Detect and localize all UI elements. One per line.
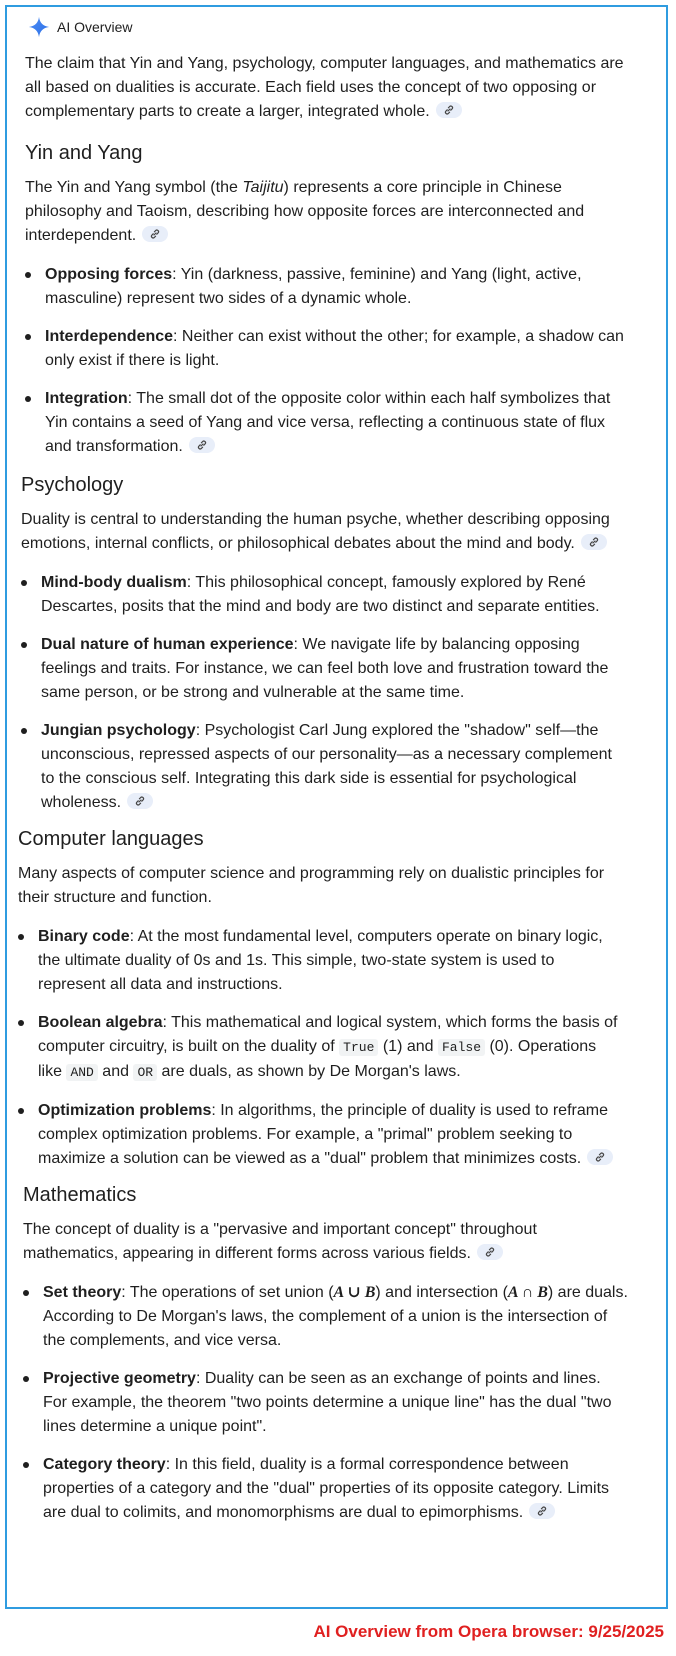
list-item: Interdependence: Neither can exist without the other; for example, a shadow can only exist if there is light. <box>25 325 630 373</box>
link-icon <box>484 1246 496 1258</box>
link-icon <box>134 795 146 807</box>
psych-intro: Duality is central to understanding the human psyche, whether describing opposing emotions, internal conflicts, or philosophical debates about the mind and body. <box>21 511 610 552</box>
list-item: Integration: The small dot of the opposite color within each half symbolizes that Yin contains a seed of Yang and vice versa, reflecting a continuous state of flux and transformation. <box>25 387 630 459</box>
intro-paragraph: The claim that Yin and Yang, psychology, computer languages, and mathematics are all based on dualities is accurate. Each field uses the concept of two opposing or complementary parts to create a larger, integrated whole. <box>25 55 624 120</box>
heading-psychology: Psychology <box>21 474 124 496</box>
heading-yin-yang: Yin and Yang <box>25 142 143 164</box>
section-computer-languages <box>18 826 623 1171</box>
list-item: Category theory: In this field, duality is a formal correspondence between properties of a category and the "dual" properties of its opposite category. Limits are dual to colimits, and monomorphisms are dual to epimorphisms. <box>23 1453 628 1525</box>
source-link-button[interactable] <box>581 534 607 550</box>
list-item: Binary code: At the most fundamental level, computers operate on binary logic, the ultimate duality of 0s and 1s. This simple, two-state system is used to represent all data and instructions. <box>18 925 623 997</box>
intro-block <box>25 52 630 124</box>
comp-intro: Many aspects of computer science and programming rely on dualistic principles for their structure and function. <box>18 865 605 906</box>
list-item: Optimization problems: In algorithms, the principle of duality is used to reframe complex optimization problems. For example, a "primal" problem seeking to maximize a solution can be viewed as a "dual" problem that minimizes costs. <box>18 1099 623 1171</box>
heading-computer-languages: Computer languages <box>18 828 204 850</box>
list-item: Opposing forces: Yin (darkness, passive, feminine) and Yang (light, active, masculine) represent two sides of a dynamic whole. <box>25 263 630 311</box>
section-mathematics <box>23 1182 628 1525</box>
section-psychology <box>21 472 626 815</box>
heading-mathematics: Mathematics <box>23 1184 137 1206</box>
list-item: Projective geometry: Duality can be seen as an exchange of points and lines. For example, the theorem "two points determine a unique line" has the dual "two lines determine a unique point". <box>23 1367 628 1439</box>
ai-overview-header <box>28 16 132 38</box>
list-item: Dual nature of human experience: We navigate life by balancing opposing feelings and traits. For instance, we can feel both love and frustration toward the same person, or be strong and vulnerable at the same time. <box>21 633 626 705</box>
link-icon <box>536 1505 548 1517</box>
list-item: Mind-body dualism: This philosophical concept, famously explored by René Descartes, posits that the mind and body are two distinct and separate entities. <box>21 571 626 619</box>
source-link-button[interactable] <box>189 437 215 453</box>
yin-intro: The Yin and Yang symbol (the Taijitu) represents a core principle in Chinese philosophy and Taoism, describing how opposite forces are interconnected and interdependent. <box>25 179 585 244</box>
comp-list <box>18 925 623 1171</box>
link-icon <box>588 536 600 548</box>
section-yin-yang <box>25 140 630 459</box>
source-link-button[interactable] <box>529 1503 555 1519</box>
list-item: Boolean algebra: This mathematical and logical system, which forms the basis of computer circuitry, is built on the duality of True (1) and False (0). Operations like AND and OR are duals, as shown by De Morgan's laws. <box>18 1011 623 1085</box>
source-link-button[interactable] <box>142 226 168 242</box>
sparkle-icon <box>28 16 50 38</box>
source-link-button[interactable] <box>436 102 462 118</box>
source-link-button[interactable] <box>477 1244 503 1260</box>
link-icon <box>594 1151 606 1163</box>
math-list <box>23 1281 628 1525</box>
source-link-button[interactable] <box>127 793 153 809</box>
source-link-button[interactable] <box>587 1149 613 1165</box>
link-icon <box>443 104 455 116</box>
ai-overview-title: AI Overview <box>57 19 133 35</box>
link-icon <box>149 228 161 240</box>
list-item: Set theory: The operations of set union (A ∪ B) and intersection (A ∩ B) are duals. According to De Morgan's laws, the complement of a union is the intersection of the complements, and vice versa. <box>23 1281 628 1353</box>
list-item: Jungian psychology: Psychologist Carl Jung explored the "shadow" self—the unconscious, repressed aspects of our personality—as a necessary complement to the conscious self. Integrating this dark side is essential for psychological wholeness. <box>21 719 626 815</box>
footer-caption: AI Overview from Opera browser: 9/25/2025 <box>313 1622 664 1641</box>
link-icon <box>196 439 208 451</box>
math-intro: The concept of duality is a "pervasive and important concept" throughout mathematics, appearing in different forms across various fields. <box>23 1221 537 1262</box>
psych-list <box>21 571 626 815</box>
yin-list <box>25 263 630 459</box>
